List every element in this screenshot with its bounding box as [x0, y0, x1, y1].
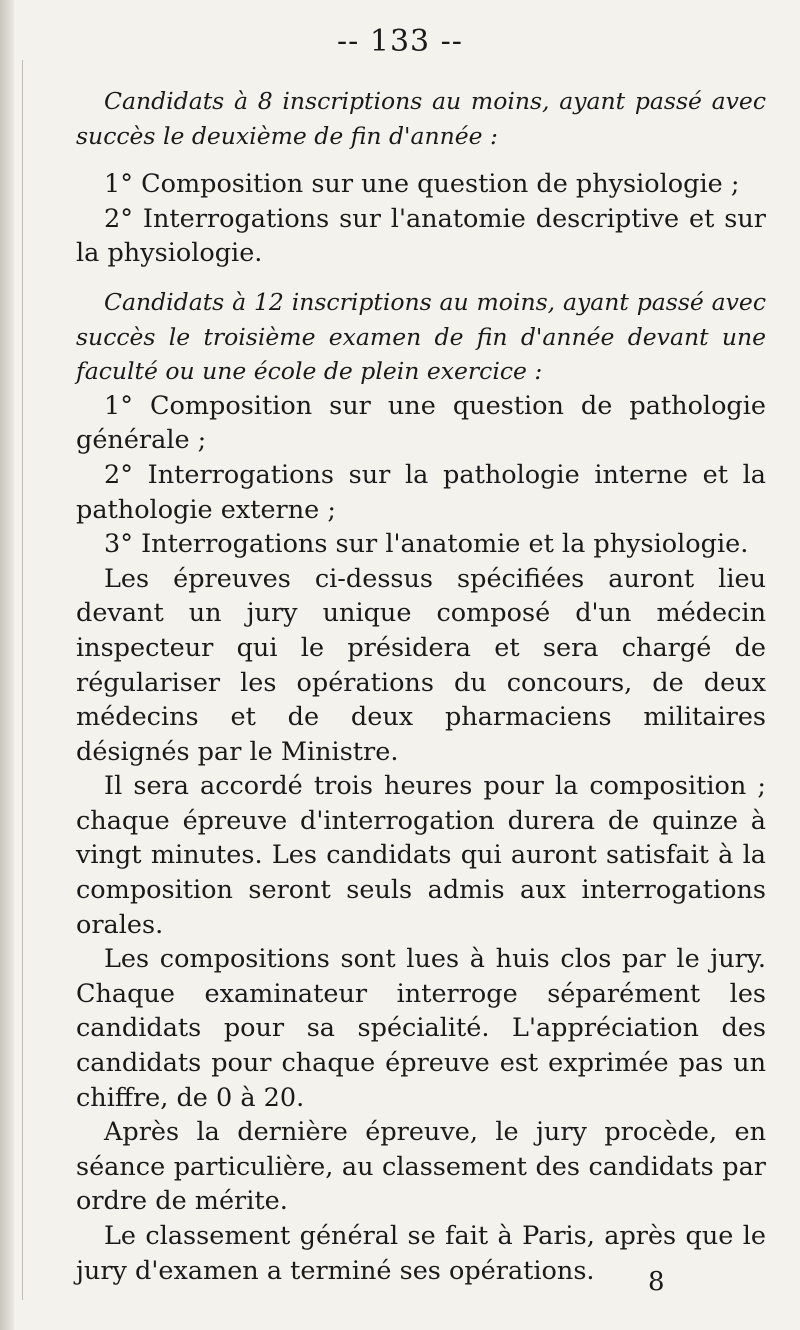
list-item-pathology-composition: 1° Composition sur une question de pathologie générale ;	[76, 390, 766, 456]
section-heading-12-inscriptions: Candidats à 12 inscriptions au moins, ayant passé avec succès le troisième examen de fin d'année devant une faculté ou une école de plein exercice :	[76, 287, 766, 386]
list-item-physiology-composition: 1° Composition sur une question de physiologie ;	[104, 169, 740, 200]
page-edge-line	[22, 60, 23, 1300]
paragraph-jury-composition: Les épreuves ci-dessus spécifiées auront lieu devant un jury unique composé d'un médecin inspecteur qui le présidera et sera chargé de régulariser les opérations du concours, de deux médecins et de deux pharmaciens militaires désignés par le Ministre.	[76, 563, 766, 767]
book-spine-shadow	[0, 0, 14, 1330]
signature-mark: 8	[648, 1267, 665, 1297]
list-item-anatomy-interrogations: 2° Interrogations sur l'anatomie descriptive et sur la physiologie.	[76, 203, 766, 269]
paragraph-grading: Les compositions sont lues à huis clos par le jury. Chaque examinateur interroge séparément les candidats pour sa spécialité. L'appréciation des candidats pour chaque épreuve est exprimée pas un chiffre, de 0 à 20.	[76, 944, 766, 1113]
list-item-pathology-interrogations: 2° Interrogations sur la pathologie interne et la pathologie externe ;	[76, 459, 766, 525]
paragraph-exam-duration: Il sera accordé trois heures pour la composition ; chaque épreuve d'interrogation durera de quinze à vingt minutes. Les candidats qui auront satisfait à la composition seront seuls admis aux interrogations orales.	[76, 771, 766, 940]
paragraph-general-ranking: Le classement général se fait à Paris, après que le jury d'examen a terminé ses opérations.	[76, 1221, 766, 1286]
paragraph-ranking: Après la dernière épreuve, le jury procède, en séance particulière, au classement des candidats par ordre de mérite.	[76, 1117, 766, 1217]
section-heading-8-inscriptions: Candidats à 8 inscriptions au moins, ayant passé avec succès le deuxième de fin d'année :	[76, 87, 766, 150]
list-item-anatomy-physiology-interrogations: 3° Interrogations sur l'anatomie et la physiologie.	[104, 529, 749, 560]
page-number: -- 133 --	[337, 24, 463, 59]
page-body	[76, 84, 766, 1288]
